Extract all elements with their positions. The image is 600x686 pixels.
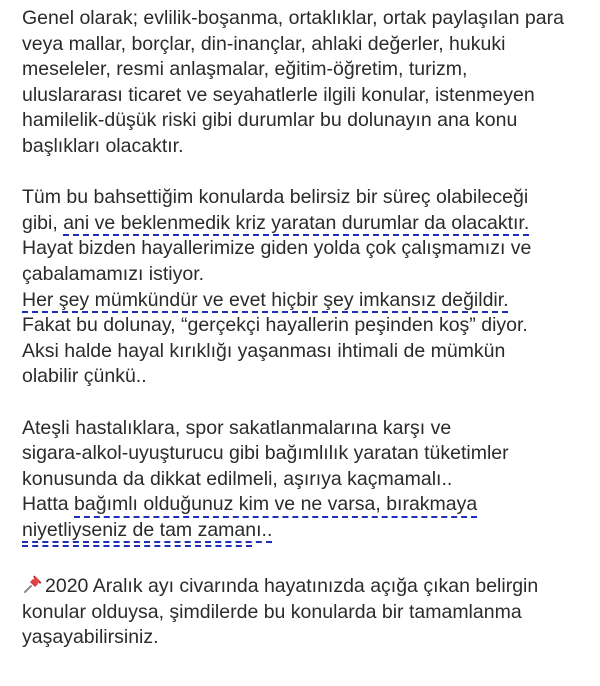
paragraph-1 (22, 6, 592, 160)
text-line: yaşayabilirsiniz. (22, 626, 159, 649)
text-line: Hayat bizden hayallerimize giden yolda çok çalışmamızı ve (22, 237, 532, 260)
text-line: konular olduysa, şimdilerde bu konularda bir tamamlanma (22, 600, 522, 623)
paragraph-2 (22, 185, 592, 390)
underlined-highlight: niyetliyseniz de tam zamanı.. (22, 518, 273, 541)
underlined-highlight: bağımlı olduğunuz kim ve ne varsa, bırakmaya (74, 493, 478, 516)
text-line: veya mallar, borçlar, din-inançlar, ahlaki değerler, hukuki (22, 32, 506, 55)
text-line: hamilelik-düşük riski gibi durumlar bu dolunayın ana konu (22, 109, 518, 132)
text-line: meseleler, resmi anlaşmalar, eğitim-öğretim, turizm, (22, 58, 468, 81)
text-segment: Hatta (22, 493, 75, 516)
post-body-text (22, 6, 592, 651)
underlined-highlight: Her şey mümkündür ve evet hiçbir şey imkansız değildir. (22, 288, 509, 311)
text-line: başlıkları olacaktır. (22, 134, 184, 157)
text-line: Ateşli hastalıklara, spor sakatlanmalarına karşı ve (22, 416, 452, 439)
text-line: uluslararası ticaret ve seyahatlerle ilgili konular, istenmeyen (22, 83, 535, 106)
text-line (22, 518, 592, 544)
text-line: Fakat bu dolunay, “gerçekçi hayallerin peşinden koş” diyor. (22, 314, 528, 337)
text-segment: gibi, (22, 211, 64, 234)
text-line (22, 211, 592, 237)
text-line: olabilir çünkü.. (22, 365, 147, 388)
text-line: Genel olarak; evlilik-boşanma, ortaklıklar, ortak paylaşılan para (22, 7, 564, 29)
text-segment: 2020 Aralık ayı civarında hayatınızda açığa çıkan belirgin (45, 575, 539, 598)
paragraph-4 (22, 573, 592, 651)
pushpin-icon (22, 573, 44, 595)
text-line (22, 492, 592, 518)
text-line (22, 288, 592, 314)
text-line: Aksi halde hayal kırıklığı yaşanması ihtimali de mümkün (22, 339, 506, 362)
text-line: Tüm bu bahsettiğim konularda belirsiz bir süreç olabileceği (22, 186, 529, 209)
text-line: konusunda da dikkat edilmeli, aşırıya kaçmamalı.. (22, 467, 453, 490)
underlined-highlight: ani ve beklenmedik kriz yaratan durumlar da olacaktır. (63, 211, 530, 234)
text-line: sigara-alkol-uyuşturucu gibi bağımlılık yaratan tüketimler (22, 442, 509, 465)
text-line (22, 573, 592, 600)
text-line: çabalamamızı istiyor. (22, 262, 205, 285)
paragraph-3 (22, 416, 592, 548)
